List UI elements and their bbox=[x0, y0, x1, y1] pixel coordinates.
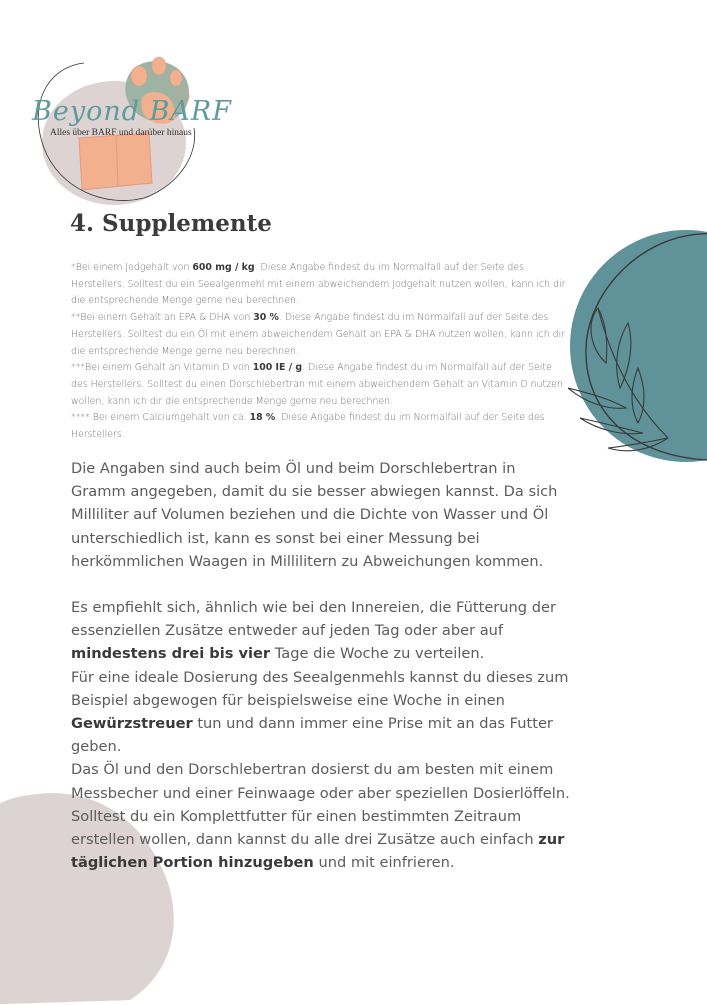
logo-title: Beyond BARF bbox=[32, 96, 232, 127]
section-heading: 4. Supplemente bbox=[70, 210, 272, 237]
footnote-vitamin-d: ***Bei einem Gehalt an Vitamin D von 100 IE / g. Diese Angabe findest du im Normalfall auf der Seite des Herstellers. Solltest du einen Dorschlebertran mit einem abweichendem Gehalt an Vitamin D nutzen wollen, kann ich dir die entsprechende Menge gerne neu berechnen. bbox=[71, 362, 563, 407]
paragraph-distribution: Es empfiehlt sich, ähnlich wie bei den Innereien, die Fütterung der essenziellen Zusätze entweder auf jeden Tag oder aber auf mindestens drei bis vier Tage die Woche zu verteilen. bbox=[71, 599, 556, 663]
logo-tagline: Alles über BARF und darüber hinaus bbox=[50, 128, 192, 138]
footnote-epa-dha: **Bei einem Gehalt an EPA & DHA von 30 %. Diese Angabe findest du im Normalfall auf der Seite des Herstellers. Solltest du ein Öl mit einem abweichendem Gehalt an EPA & DHA nutzen wollen, kann ich dir die entsprechende Menge gerne neu berechnen. bbox=[71, 312, 566, 357]
footnotes bbox=[71, 260, 571, 444]
teal-circle-shape bbox=[570, 230, 707, 462]
paragraph-dosing-oil: Das Öl und den Dorschlebertran dosierst du am besten mit einem Messbecher und einer Feinwaage oder aber speziellen Dosierlöffeln. bbox=[71, 761, 570, 802]
logo bbox=[24, 48, 234, 213]
footnote-iodine: *Bei einem Jodgehalt von 600 mg / kg. Diese Angabe findest du im Normalfall auf der Seite des Herstellers. Solltest du ein Seealgenmehl mit einem abweichendem Jodgehalt nutzen wollen, kann ich dir die entsprechende Menge gerne neu berechnen. bbox=[71, 262, 566, 307]
paragraph-dosing-seaweed: Für eine ideale Dosierung des Seealgenmehls kannst du dieses zum Beispiel abgewogen für beispielsweise eine Woche in einen Gewürzstreuer tun und dann immer eine Prise mit an das Futter geben. bbox=[71, 668, 569, 756]
paragraph-measurement: Die Angaben sind auch beim Öl und beim Dorschlebertran in Gramm angegeben, damit du sie besser abwiegen kannst. Da sich Milliliter auf Volumen beziehen und die Dichte von Wasser und Öl unterschiedlich ist, kann es sonst bei einer Messung bei herkömmlichen Waagen in Millilitern zu Abweichungen kommen. bbox=[71, 460, 558, 570]
footnote-calcium: **** Bei einem Calciumgehalt von ca. 18 %. Diese Angabe findest du im Normalfall auf der Seite des Herstellers. bbox=[71, 412, 545, 441]
paragraph-complete-food: Solltest du ein Komplettfutter für einen bestimmten Zeitraum erstellen wollen, dann kannst du alle drei Zusätze auch einfach zur täglichen Portion hinzugeben und mit einfrieren. bbox=[71, 807, 565, 872]
teal-circle-decoration bbox=[568, 228, 707, 468]
body-text bbox=[71, 457, 571, 874]
